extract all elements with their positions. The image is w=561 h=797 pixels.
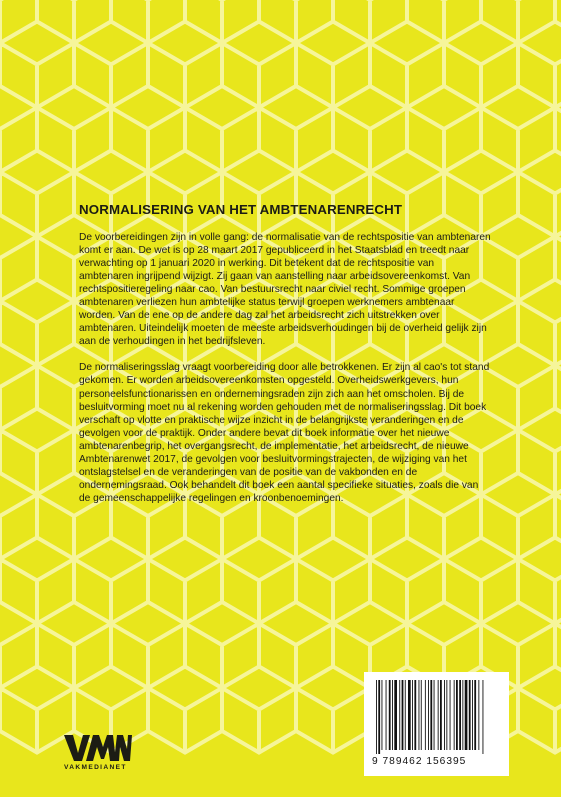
vmn-logo-icon xyxy=(64,733,132,763)
barcode-icon xyxy=(372,680,500,754)
publisher-logo xyxy=(64,733,134,771)
description-paragraph-2: De normaliseringsslag vraagt voorbereiding door alle betrokkenen. Er zijn al cao's tot stand gekomen. Er worden arbeidsovereenkomsten opgesteld. Overheidswerkgevers, hun personeelsfunctionarissen en ondernemingsraden zijn zich aan het omscholen. Bij de besluitvorming moet nu al rekening worden gehouden met de normaliseringsslag. Dit boek verschaft op vlotte en praktische wijze inzicht in de belangrijkste veranderingen en de gevolgen voor de praktijk. Onder andere bevat dit boek informatie over het nieuwe ambtenarenbegrip, het overgangsrecht, de implementatie, het arbeidsrecht, de nieuwe Ambtenarenwet 2017, de gevolgen voor besluitvormingstrajecten, de wijziging van het ontslagstelsel en de veranderingen van de positie van de vakbonden en de ondernemingsraad. Ook behandelt dit boek een aantal specifieke situaties, zoals die van de gemeenschappelijke regelingen en kroonbenoemingen. xyxy=(79,362,490,504)
back-cover-text xyxy=(79,202,491,518)
description-paragraph-1: De voorbereidingen zijn in volle gang: de normalisatie van de rechtspositie van ambtenaren komt er aan. De wet is op 28 maart 2017 gepubliceerd in het Staatsblad en treedt naar verwachting op 1 januari 2020 in werking. Dit betekent dat de rechtspositie van ambtenaren ingrijpend wijzigt. Zij gaan van aanstelling naar arbeidsovereenkomst. Van rechtspositieregeling naar cao. Van bestuursrecht naar civiel recht. Sommige groepen ambtenaren verliezen hun ambtelijke status terwijl groepen werknemers ambtenaar worden. Van de ene op de andere dag zal het arbeidsrecht zich uitstrekken over ambtenaren. Uiteindelijk moeten de meeste arbeidsverhoudingen bij de overheid gelijk zijn aan de verhoudingen in het bedrijfsleven. xyxy=(79,232,491,348)
isbn-number: 9 789462 156395 xyxy=(372,756,467,767)
book-title: NORMALISERING VAN HET AMBTENARENRECHT xyxy=(79,202,403,217)
isbn-barcode xyxy=(364,672,509,776)
publisher-name: VAKMEDIANET xyxy=(64,764,127,771)
